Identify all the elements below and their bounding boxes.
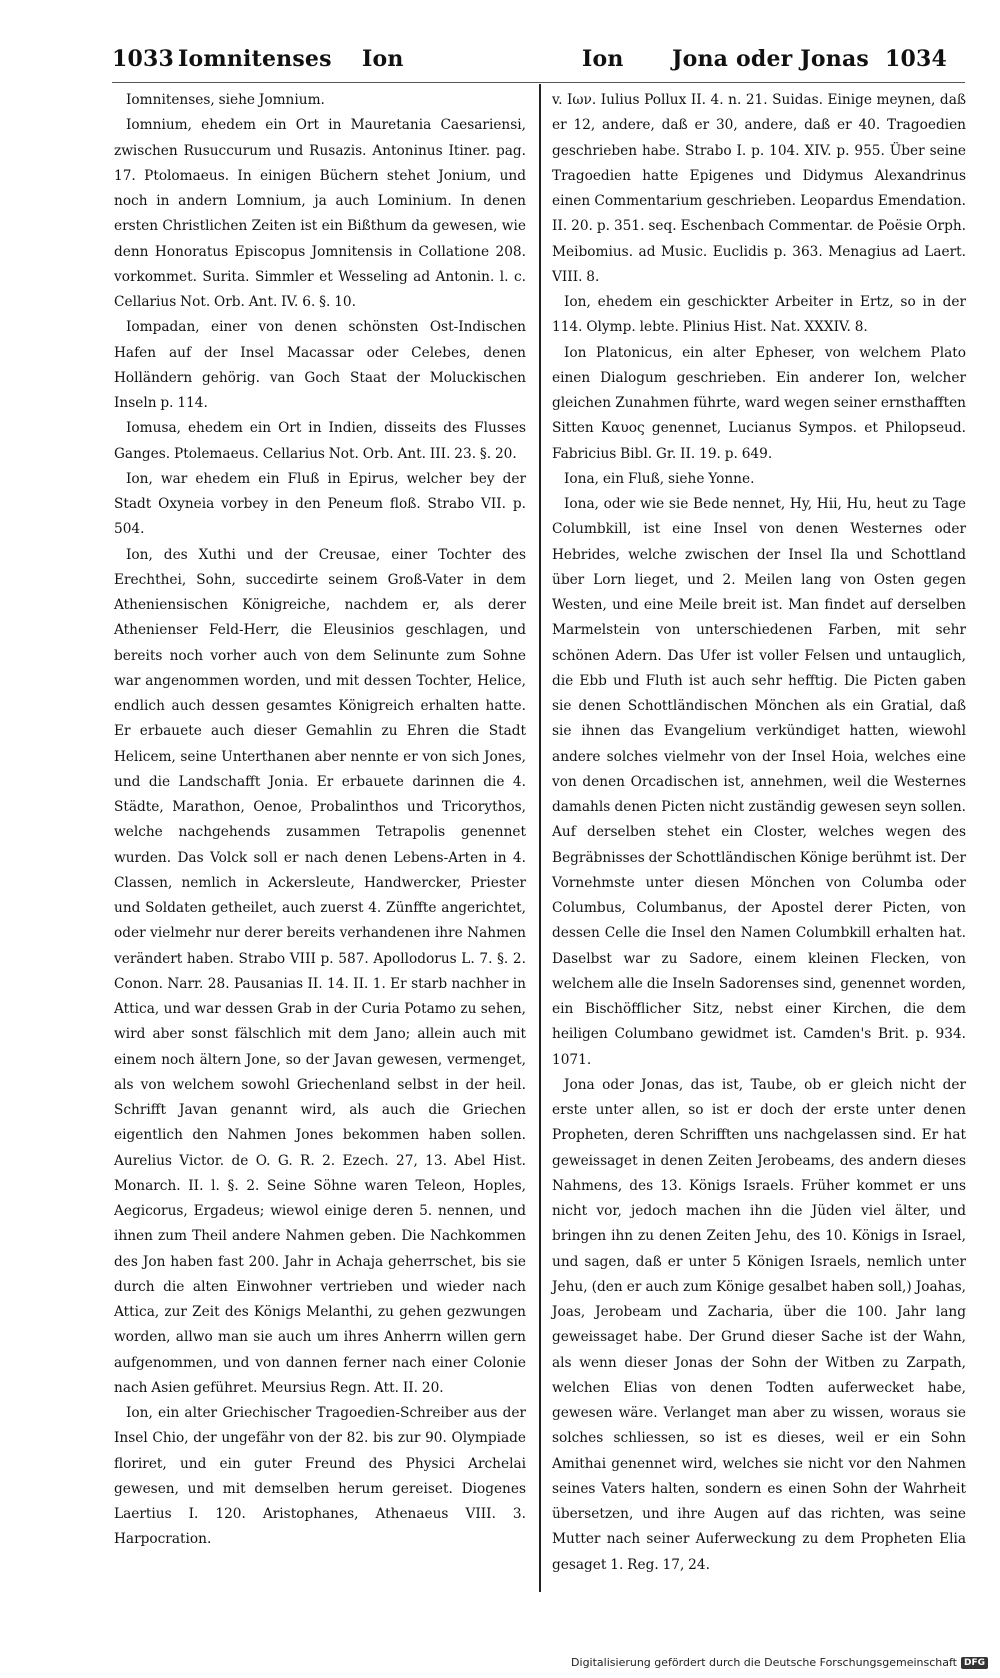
entry-iomusa: Iomusa, ehedem ein Ort in Indien, disseits des Flusses Ganges. Ptolemaeus. Cellarius Not. Orb. Ant. III. 23. §. 20. — [114, 420, 526, 462]
entry-ion-tragedian-continued: v. Ιων. Iulius Pollux II. 4. n. 21. Suidas. Einige meynen, daß er 12, andere, daß er 30, andere, daß er 40. Tragoedien geschrieben habe. Strabo I. p. 104. XIV. p. 955. Über seine Tragoedien hatte Epigenes und Didymus Alexandrinus einen Commentarium geschrieben. Leopardus Emendation. II. 20. p. 351. seq. Eschenbach Commentar. de Poësie Orph. Meibomius. ad Music. Euclidis p. 363. Menagius ad Laert. VIII. 8. — [552, 92, 966, 285]
entry-iomnitenses: Iomnitenses, siehe Jomnium. — [126, 92, 325, 108]
catchword-left: Iomnitenses — [178, 46, 332, 72]
left-column — [114, 88, 526, 1553]
digitization-footer — [571, 1656, 988, 1669]
dfg-logo-icon: DFG — [961, 1657, 988, 1669]
column-divider — [539, 84, 541, 1592]
entry-iomnium: Iomnium, ehedem ein Ort in Mauretania Caesariensi, zwischen Rusuccurum und Rusazis. Antoninus Itiner. pag. 17. Ptolomaeus. In einigen Büchern stehet Jonium, und noch in andern Lomnium, ja auch Lominium. In denen ersten Christlichen Zeiten ist ein Bißthum da gewesen, wie denn Honoratus Episcopus Jomnitensis in Collatione 208. vorkommet. Surita. Simmler et Wesseling ad Antonin. l. c. Cellarius Not. Orb. Ant. IV. 6. §. 10. — [114, 117, 526, 310]
guide-word-right: Ion — [582, 46, 624, 72]
right-column — [552, 88, 966, 1578]
entry-jona-oder-jonas: Jona oder Jonas, das ist, Taube, ob er gleich nicht der erste unter allen, so ist er doch der erste unter denen Propheten, deren Schrifften uns nachgelassen sind. Er hat geweissaget in denen Zeiten Jerobeams, des andern dieses Nahmens, des 13. Königs Israels. Früher kommet er uns nicht vor, jedoch machen ihn die Jüden viel älter, und bringen ihn zu denen Zeiten Jehu, des 10. Königs in Israel, und sagen, daß er unter 5 Königen Israels, nemlich unter Jehu, (den er auch zum Könige gesalbet haben soll,) Joahas, Joas, Jerobeam und Zacharia, über die 100. Jahr lang geweissaget habe. Der Grund dieser Sache ist der Wahn, als wenn dieser Jonas der Sohn der Witben zu Zarpath, welchen Elias von denen Todten auferwecket habe, gewesen wäre. Verlanget man aber zu wissen, woraus sie solches schliessen, so ist es dieses, weil er ein Sohn Amithai genennet wird, welches sie nicht vor den Nahmen seines Vaters halten, sondern es einen Sohn der Wahrheit übersetzen, und ihre Augen auf das richten, was seine Mutter nach seiner Auferweckung zu dem Propheten Elia gesaget 1. Reg. 17, 24. — [552, 1076, 966, 1573]
entry-ion-platonicus: Ion Platonicus, ein alter Epheser, von welchem Plato einen Dialogum geschrieben. Ein anderer Ion, welcher gleichen Zunahmen führte, ward wegen seiner ernsthafften Sitten Καυος genennet, Lucianus Sympos. et Philopseud. Fabricius Bibl. Gr. II. 19. p. 649. — [552, 344, 966, 462]
entry-ion-tragedian: Ion, ein alter Griechischer Tragoedien-Schreiber aus der Insel Chio, der ungefähr von der 82. bis zur 90. Olympiade floriret, und ein guter Freund des Physici Archelai gewesen, und mit demselben herum gereiset. Diogenes Laertius I. 120. Aristophanes, Athenaeus VIII. 3. Harpocration. — [114, 1405, 526, 1548]
footer-credit: Digitalisierung gefördert durch die Deutsche Forschungsgemeinschaft — [571, 1656, 957, 1669]
guide-word-left: Ion — [362, 46, 404, 72]
entry-iona-river: Iona, ein Fluß, siehe Yonne. — [564, 470, 755, 487]
entry-iompadan: Iompadan, einer von denen schönsten Ost-Indischen Hafen auf der Insel Macassar oder Celebes, denen Holländern gehörig. van Goch Staat der Moluckischen Inseln p. 114. — [114, 319, 526, 411]
header-rule — [112, 82, 965, 83]
page-number-left: 1033 — [112, 46, 175, 72]
entry-ion-river: Ion, war ehedem ein Fluß in Epirus, welcher bey der Stadt Oxyneia vorbey in den Peneum floß. Strabo VII. p. 504. — [114, 470, 526, 538]
page-number-right: 1034 — [884, 46, 947, 72]
entry-ion-son-of-xuthus: Ion, des Xuthi und der Creusae, einer Tochter des Erechthei, Sohn, succedirte seinem Groß-Vater in dem Atheniensischen Königreiche, nachdem er, als derer Athenienser Feld-Herr, die Eleusinios geschlagen, und bereits noch vorher auch von dem Selinunte zum Sohne war angenommen worden, und mit dessen Tochter, Helice, endlich auch dessen gesamtes Königreich erhalten hatte. Er erbauete auch dieser Gemahlin zu Ehren die Stadt Helicem, seine Unterthanen aber nennte er von sich Jones, und die Landschafft Jonia. Er erbauete darinnen die 4. Städte, Marathon, Oenoe, Probalinthos und Tricorythos, welche nachgehends zusammen Tetrapolis genennet wurden. Das Volck soll er nach denen Lebens-Arten in 4. Classen, nemlich in Ackersleute, Handwercker, Priester und Soldaten getheilet, auch zuerst 4. Zünffte angerichtet, oder vielmehr nur derer bereits verhandenen ihre Nahmen verändert haben. Strabo VIII p. 587. Apollodorus L. 7. §. 2. Conon. Narr. 28. Pausanias II. 14. II. 1. Er starb nachher in Attica, und war dessen Grab in der Curia Potamo zu sehen, wird aber sonst fälschlich mit dem Jano; allein auch mit einem noch ältern Jone, so der Javan gewesen, vermenget, als von welchem sowohl Griechenland selbst in der heil. Schrifft Javan genannt wird, als auch die Griechen eigentlich den Nahmen Jones bekommen haben sollen. Aurelius Victor. de O. G. R. 2. Ezech. 27, 13. Abel Hist. Monarch. II. l. §. 2. Seine Söhne waren Teleon, Hoples, Aegicorus, Ergadeus; wiewol einige deren 5. nennen, und ihnen zum Theil andere Nahmen geben. Die Nachkommen des Jon haben fast 200. Jahr in Achaja geherrschet, bis sie durch die alten Einwohner vertrieben und wieder nach Attica, zur Zeit des Königs Melanthi, zu gehen gezwungen worden, allwo man sie auch um ihres Anherrn willen gern aufgenommen, und von dannen ferner nach einer Colonie nach Asien geführet. Meursius Regn. Att. II. 20. — [114, 546, 526, 1396]
running-header — [112, 38, 947, 78]
entry-iona-island: Iona, oder wie sie Bede nennet, Hy, Hii, Hu, heut zu Tage Columbkill, ist eine Insel von denen Westernes oder Hebrides, welche zwischen der Insel Ila und Schottland über Lorn lieget, und 2. Meilen lang von Osten gegen Westen, und eine Meile breit ist. Man findet auf derselben Marmelstein von unterschiedenen Farben, mit sehr schönen Adern. Das Ufer ist voller Felsen und untauglich, die Ebb und Fluth ist auch sehr hefftig. Die Picten gaben sie denen Schottländischen Mönchen als ein Gratial, daß sie ihnen das Evangelium verkündiget hatten, wiewohl andere solches vielmehr von der Insel Hoia, welches eine von denen Orcadischen ist, annehmen, weil die Westernes damahls denen Picten nicht zuständig gewesen seyn sollen. Auf derselben stehet ein Closter, welches wegen des Begräbnisses der Schottländischen Könige berühmt ist. Der Vornehmste unter diesen Mönchen von Columba oder Columbus, Columbanus, der Apostel derer Picten, von dessen Celle die Insel den Namen Columbkill erhalten hat. Daselbst war zu Sadore, einem kleinen Flecken, von welchem alle die Inseln Sadorenses sind, genennet worden, ein Bischöfflicher Sitz, nebst einer Kirchen, die dem heiligen Columbano gewidmet ist. Camden's Brit. p. 934. 1071. — [552, 496, 966, 1068]
entry-ion-metalworker: Ion, ehedem ein geschickter Arbeiter in Ertz, so in der 114. Olymp. lebte. Plinius Hist. Nat. XXXIV. 8. — [552, 294, 966, 336]
catchword-right: Jona oder Jonas — [672, 46, 870, 72]
